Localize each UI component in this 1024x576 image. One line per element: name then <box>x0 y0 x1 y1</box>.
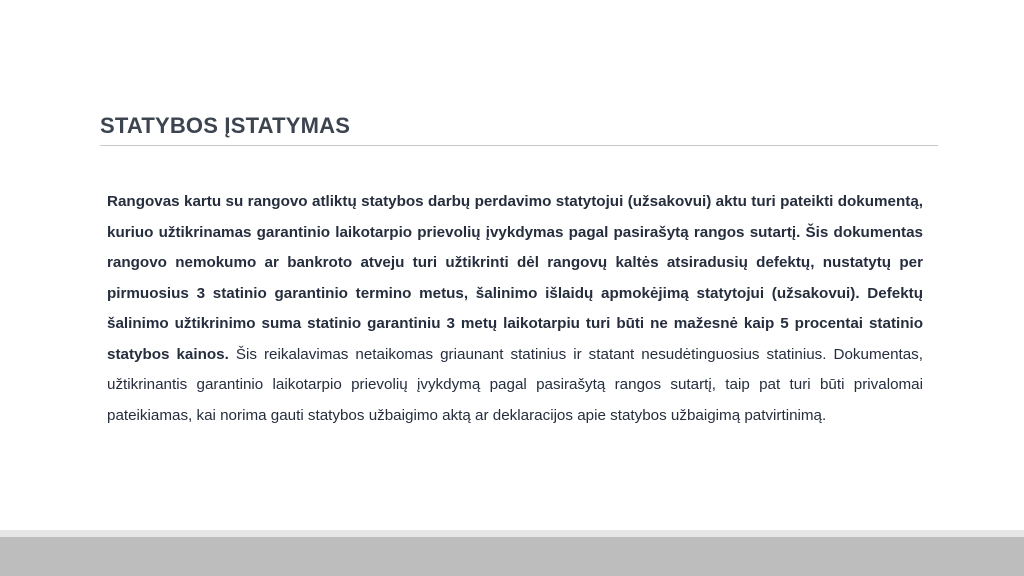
body-paragraph <box>107 187 923 431</box>
body-regular-text: Šis reikalavimas netaikomas griaunant statinius ir statant nesudėtinguosius statinius. Dokumentas, užtikrinantis garantinio laikotarpio prievolių įvykdymą pagal pasirašytą rangos sutartį, taip pat turi būti privalomai pateikiamas, kai norima gauti statybos užbaigimo aktą ar deklaracijos apie statybos užbaigimą patvirtinimą. <box>107 345 923 424</box>
body-bold-text: Rangovas kartu su rangovo atliktų statybos darbų perdavimo statytojui (užsakovui) aktu turi pateikti dokumentą, kuriuo užtikrinamas garantinio laikotarpio prievolių įvykdymas pagal pasirašytą rangos sutartį. Šis dokumentas rangovo nemokumo ar bankroto atveju turi užtikrinti dėl rangovų kaltės atsiradusių defektų, nustatytų per pirmuosius 3 statinio garantinio termino metus, šalinimo išlaidų apmokėjimą statytojui (užsakovui). Defektų šalinimo užtikrinimo suma statinio garantiniu 3 metų laikotarpiu turi būti ne mažesnė kaip 5 procentai statinio statybos kainos. <box>107 193 923 363</box>
title-divider <box>100 145 938 146</box>
slide-title: STATYBOS ĮSTATYMAS <box>100 113 351 138</box>
footer-accent-strip <box>0 530 1024 537</box>
footer-bar <box>0 537 1024 576</box>
